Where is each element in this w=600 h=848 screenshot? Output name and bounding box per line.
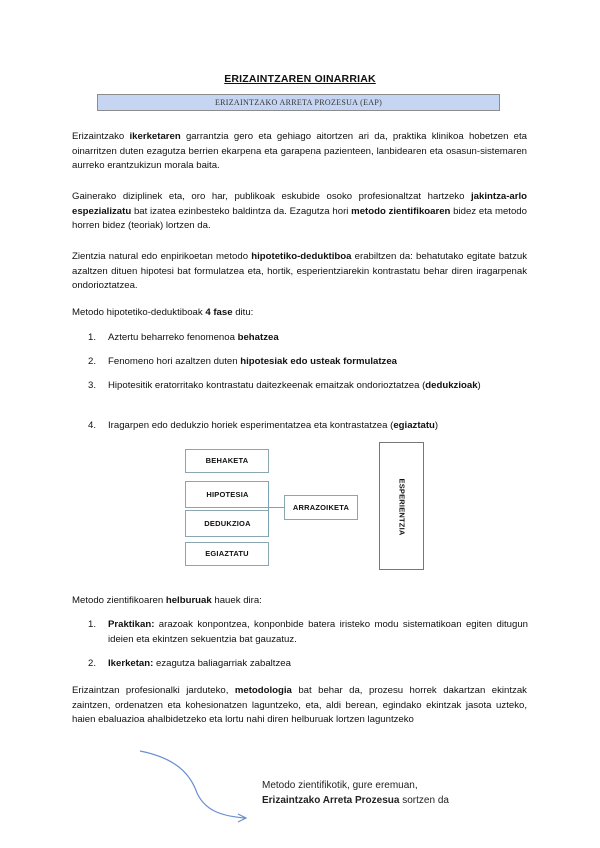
page-title: ERIZAINTZAREN OINARRIAK — [224, 73, 376, 85]
paragraph-methodology: Erizaintzan profesionalki jarduteko, metodologia bat behar da, prozesu horrek dakartzan ekintzak zaintzen, ordenatzen eta kohesionatzen laguntzeko, eta, aldi berean, egindako ekintzak jasota uzteko, haien ebaluazioa ahalbidetzeko eta lortu nahi diren helburuak lortzen laguntzeko — [72, 685, 527, 726]
hipotesia-box: HIPOTESIA — [185, 481, 269, 508]
paragraph-four-phases: Metodo hipotetiko-deduktiboak 4 fase ditu: — [72, 307, 254, 318]
curved-arrow-icon — [135, 748, 255, 823]
section-banner: ERIZAINTZAKO ARRETA PROZESUA (EAP) — [97, 94, 500, 111]
paragraph-specialized-knowledge: Gainerako diziplinek eta, oro har, publikoak eskubide osoko profesionaltzat hartzeko jakintza-arlo espezializatu bat izatea ezinbesteko baldintza da. Ezagutza hori metodo zientifikoaren bidez eta metodo horren bidez (teoriak) lortzen da. — [72, 191, 527, 232]
closing-note-line1: Metodo zientifikotik, gure eremuan, — [262, 780, 418, 791]
arrazoiketa-box: ARRAZOIKETA — [284, 495, 358, 520]
behaketa-box: BEHAKETA — [185, 449, 269, 473]
bracket-vertical — [268, 481, 269, 537]
closing-note-line2: Erizaintzako Arreta Prozesua sortzen da — [262, 795, 449, 806]
esperientzia-box — [379, 442, 424, 570]
document-page: ERIZAINTZAREN OINARRIAK ERIZAINTZAKO ARRETA PROZESUA (EAP) Erizaintzako ikerketaren garrantzia gero eta gehiago aitortzen ari da, praktika klinikoa hobetzen eta oinarritzen duten ezagutza berrien ekarpena eta garapena pazienteen, lanbidearen eta osasun-sistemaren aurreko erantzukizun morala baita. Gainerako diziplinek eta, oro har, publikoak eskubide osoko profesionaltzat hartzeko jakintza-arlo espezializatu bat izatea ezinbesteko baldintza da. Ezagutza hori metodo zientifikoaren bidez eta metodo horren bidez (teoriak) lortzen da. Zientzia natural edo enpirikoetan metodo hipotetiko-deduktiboa erabiltzen da: behatutako egitate batzuk azaltzen dituen hipotesi bat formulatzea eta, hortik, esperientziarekin kontrastatu behar diren iragarpenak ondorioztatzea. Metodo hipotetiko-deduktiboak 4 fase ditu: 1. Aztertu beharreko fenomenoa behatzea 2. Fenomeno hori azaltzen duten hipotesiak edo usteak formulatzea 3. Hipotesitik eratorritako kontrastatu daitezkeenak emaitzak ondorioztatzea (dedukzioak) 4. Iragarpen edo dedukzio horiek esperimentatzea eta kontrastatzea (egiaztatu) BEHAKETA HIPOTESIA DEDUKZIOA EGIAZTATU ARRAZOIKETA ESPERIENTZIA Metodo zientifikoaren helburuak hauek dira: 1. Praktikan: arazoak konpontzea, konponbide batera iristeko modu sistematikoan egiten ditugun ideien eta ekintzen sekuentzia bat gauzatuz. 2. Ikerketan: ezagutza baliagarriak zabaltzea Erizaintzan profesionalki jarduteko, metodologia bat behar da, prozesu horrek dakartzan ekintzak zaintzen, ordenatzen eta kohesionatzen laguntzeko, eta, aldi berean, egindako ekintzak jasota uzteko, haien ebaluazioa ahalbidetzeko eta lortu nahi diren helburuak lortzen laguntzeko Metodo zientifikotik, gure eremuan, Erizaintzako Arreta Prozesua sortzen da — [0, 0, 600, 848]
dedukzioa-box: DEDUKZIOA — [185, 510, 269, 537]
paragraph-hypothetico-deductive: Zientzia natural edo enpirikoetan metodo hipotetiko-deduktiboa erabiltzen da: behatutako egitate batzuk azaltzen dituen hipotesi bat formulatzea eta, hortik, esperientziarekin kontrastatu behar diren iragarpenak ondorioztatzea. — [72, 251, 528, 292]
bracket-connector — [268, 507, 284, 508]
egiaztatu-box: EGIAZTATU — [185, 542, 269, 566]
paragraph-goals-intro: Metodo zientifikoaren helburuak hauek dira: — [72, 595, 262, 606]
paragraph-research: Erizaintzako ikerketaren garrantzia gero eta gehiago aitortzen ari da, praktika klinikoa hobetzen eta oinarritzen duten ezagutza berrien ekarpena eta garapena pazienteen, lanbidearen eta osasun-sistemaren aurreko erantzukizun morala baita. — [72, 131, 528, 172]
esperientzia-label: ESPERIENTZIA — [397, 478, 407, 536]
